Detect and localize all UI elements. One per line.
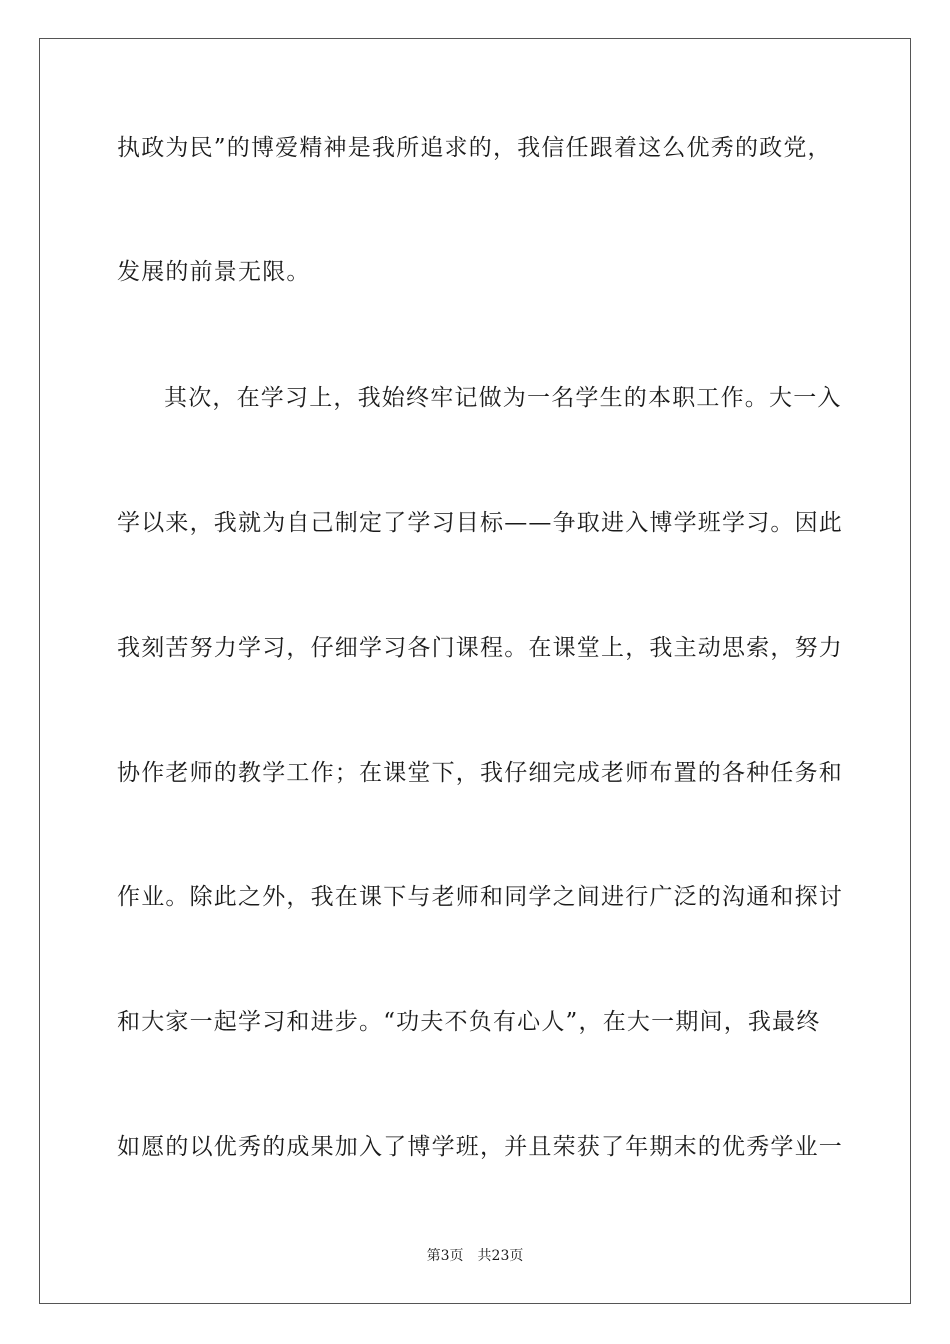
text-line: 和大家一起学习和进步。“功夫不负有心人”，在大一期间，我最终 [117,1009,821,1035]
text-line: 如愿的以优秀的成果加入了博学班，并且荣获了年期末的优秀学业一 [117,1134,843,1160]
text-line: 我刻苦努力学习，仔细学习各门课程。在课堂上，我主动思索，努力 [117,635,843,661]
text-line: 协作老师的教学工作；在课堂下，我仔细完成老师布置的各种任务和 [117,760,843,786]
text-line: 学以来，我就为自己制定了学习目标——争取进入博学班学习。因此 [117,510,843,536]
page-border [39,38,911,1304]
page-footer [0,1247,950,1265]
text-line: 作业。除此之外，我在课下与老师和同学之间进行广泛的沟通和探讨 [117,884,843,910]
page-total: 共23页 [477,1248,524,1264]
text-line: 执政为民”的博爱精神是我所追求的，我信任跟着这么优秀的政党， [117,135,832,161]
text-line: 发展的前景无限。 [117,259,311,285]
paragraph-first-line: 其次，在学习上，我始终牢记做为一名学生的本职工作。大一入 [164,385,842,411]
page-number: 第3页 [426,1248,464,1264]
